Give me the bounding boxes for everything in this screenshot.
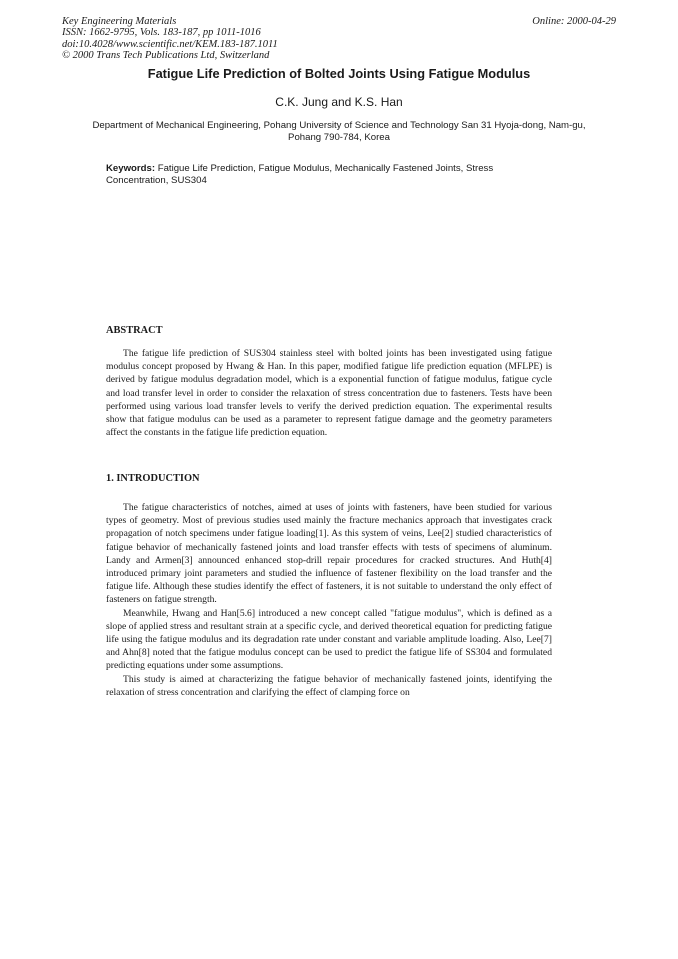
copyright-line: © 2000 Trans Tech Publications Ltd, Switzerland: [62, 50, 270, 62]
introduction-heading: 1. INTRODUCTION: [106, 473, 200, 484]
intro-paragraph-2: Meanwhile, Hwang and Han[5.6] introduced a new concept called "fatigue modulus", which is defined as a slope of applied stress and resultant strain at a specific cycle, and derived theoretical equation for predicting fatigue life using the fatigue modulus and its degradation rate under constant and variable amplitude loading. Also, Lee[7] and Ahn[8] noted that the fatigue modulus concept can be used to predict the fatigue life of SS304 and formulated predicting equations under some assumptions.: [106, 607, 552, 672]
online-date: Online: 2000-04-29: [532, 16, 616, 27]
issn-line: ISSN: 1662-9795, Vols. 183-187, pp 1011-1016: [62, 27, 261, 39]
paper-authors: C.K. Jung and K.S. Han: [275, 95, 403, 109]
abstract-text: The fatigue life prediction of SUS304 stainless steel with bolted joints has been investigated using fatigue modulus concept proposed by Hwang & Han. In this paper, modified fatigue life prediction equation (MFLPE) is derived by fatigue modulus degradation model, which is a exponential function of fatigue modulus, fatigue cycle and load transfer level in order to consider the relaxation of stress concentration due to fasteners. Tests have been performed using various load transfer levels to verify the derived prediction equation. The experimental results show that fatigue modulus can be used as a parameter to represent fatigue damage and the geometry parameters affect the constants in the fatigue life prediction equation.: [106, 348, 552, 439]
doi-line: doi:10.4028/www.scientific.net/KEM.183-187.1011: [62, 38, 278, 50]
abstract-heading: ABSTRACT: [106, 325, 163, 336]
author-affiliation: Department of Mechanical Engineering, Pohang University of Science and Technology San 31 Hyoja-dong, Nam-gu, Pohang 790-784, Korea: [92, 120, 586, 143]
paper-title: Fatigue Life Prediction of Bolted Joints Using Fatigue Modulus: [147, 66, 531, 81]
intro-paragraph-1: The fatigue characteristics of notches, aimed at uses of joints with fasteners, have been studied for various types of geometry. Most of previous studies used mainly the fracture mechanics approach that investigates crack propagation of notch specimens under fatigue loading[1]. As this system of veins, Lee[2] studied characteristics of fatigue behavior of mechanically fastened joints and load transfer effects with tests of specimens of aluminum. Landy and Armen[3] announced enhanced stop-drill repair procedures for cracked structures. And Huth[4] introduced primary joint parameters and studied the influence of fastener flexibility on the load transfer and the fatigue life. Although these studies identify the effect of fasteners, it is not suitable to understand the only effect of fasteners on fatigue strength.: [106, 502, 552, 606]
keywords-label: Keywords:: [106, 163, 156, 174]
keywords: [106, 163, 546, 186]
keywords-text: Fatigue Life Prediction, Fatigue Modulus, Mechanically Fastened Joints, Stress Concentration, SUS304: [106, 163, 494, 186]
introduction-body: [106, 501, 552, 699]
journal-meta: [62, 16, 278, 62]
journal-name: Key Engineering Materials: [62, 16, 177, 27]
abstract-body: [106, 347, 552, 439]
intro-paragraph-3: This study is aimed at characterizing the fatigue behavior of mechanically fastened joints, identifying the relaxation of stress concentration and clarifying the effect of clamping force on: [106, 673, 552, 698]
